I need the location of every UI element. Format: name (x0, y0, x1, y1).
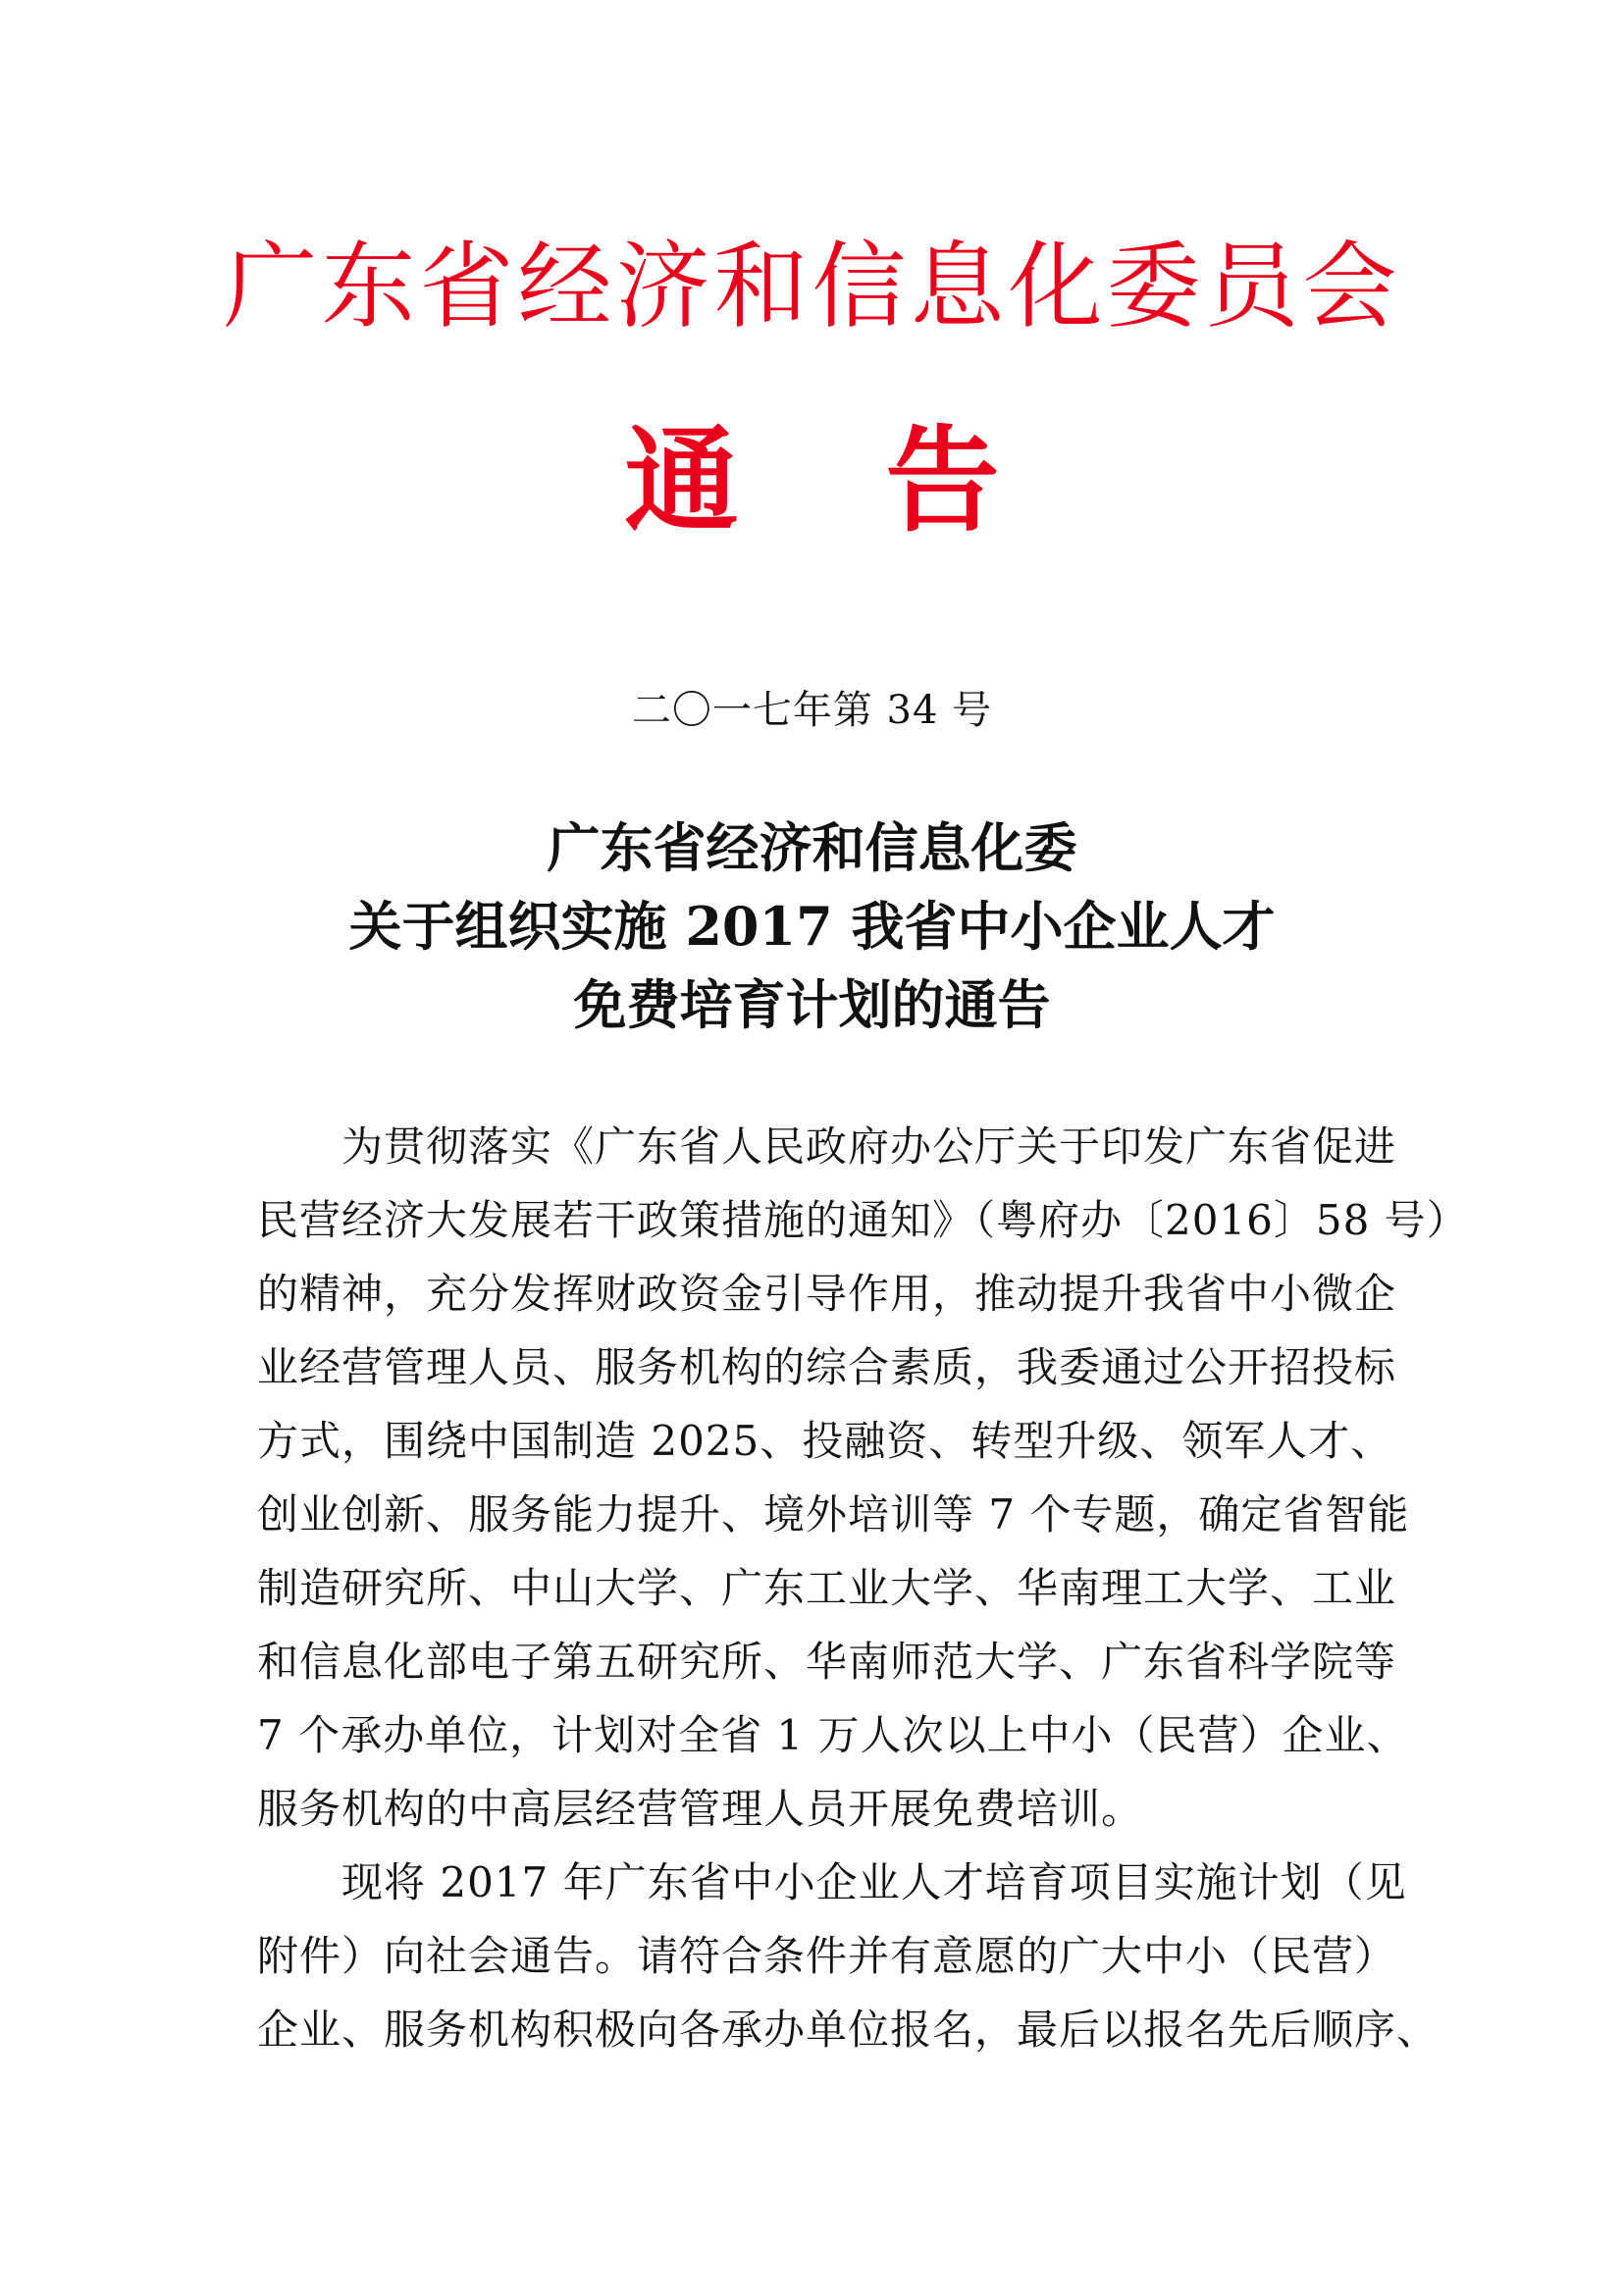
body-line: 创业创新、服务能力提升、境外培训等 7 个专题，确定省智能 (257, 1490, 1410, 1538)
body-line: 企业、服务机构积极向各承办单位报名，最后以报名先后顺序、 (257, 2006, 1440, 2054)
body-line: 和信息化部电子第五研究所、华南师范大学、广东省科学院等 (257, 1638, 1397, 1686)
body-line: 的精神，充分发挥财政资金引导作用，推动提升我省中小微企 (257, 1270, 1397, 1318)
title-line-1: 广东省经济和信息化委 (547, 816, 1077, 879)
document-title (0, 808, 1624, 1044)
body-line: 附件）向社会通告。请符合条件并有意愿的广大中小（民营） (257, 1932, 1397, 1980)
body-line: 制造研究所、中山大学、广东工业大学、华南理工大学、工业 (257, 1564, 1397, 1612)
body-line: 民营经济大发展若干政策措施的通知》（粤府办〔2016〕58 号） (257, 1196, 1469, 1244)
document-type-char-2: 告 (885, 414, 1000, 547)
document-type-header (0, 412, 1624, 549)
body-line: 业经营管理人员、服务机构的综合素质，我委通过公开招投标 (257, 1343, 1397, 1391)
issuing-organization-header: 广东省经济和信息化委员会 (223, 232, 1401, 341)
document-body (257, 1110, 1469, 2066)
body-line: 服务机构的中高层经营管理人员开展免费培训。 (257, 1785, 1144, 1833)
title-line-2: 关于组织实施 2017 我省中小企业人才 (348, 895, 1276, 958)
body-line: 方式，围绕中国制造 2025、投融资、转型升级、领军人才、 (257, 1417, 1393, 1465)
title-line-3: 免费培育计划的通告 (573, 973, 1051, 1036)
body-line: 7 个承办单位，计划对全省 1 万人次以上中小（民营）企业、 (257, 1711, 1409, 1759)
body-line: 为贯彻落实《广东省人民政府办公厅关于印发广东省促进 (341, 1122, 1397, 1171)
document-type-char-1: 通 (624, 414, 739, 547)
document-number: 二〇一七年第 34 号 (631, 688, 993, 733)
body-line: 现将 2017 年广东省中小企业人才培育项目实施计划（见 (341, 1858, 1407, 1906)
